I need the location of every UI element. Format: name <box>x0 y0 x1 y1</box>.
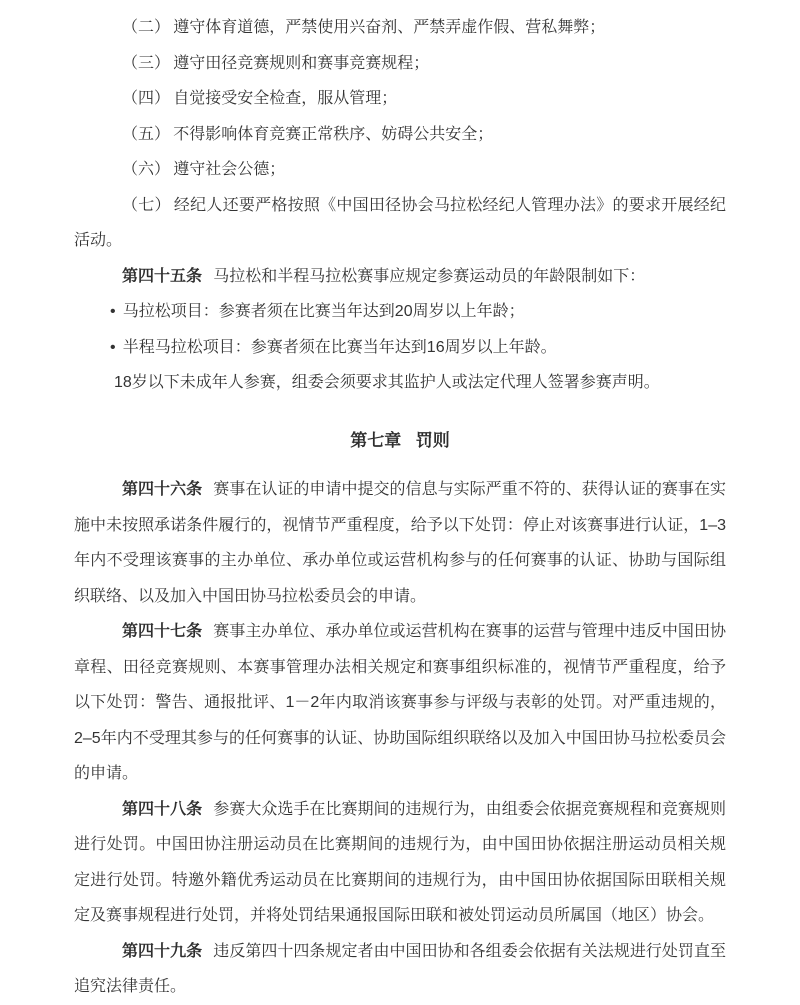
clause-marker: （六） <box>122 161 171 178</box>
article-48-text: 参赛大众选手在比赛期间的违规行为，由组委会依据竞赛规程和竞赛规则进行处罚。中国田协注册运动员在比赛期间的违规行为，由中国田协依据注册运动员相关规定进行处罚。特邀外籍优秀运动员在比赛期间的违规行为，由中国田协依据国际田联相关规定及赛事规程进行处罚，并将处罚结果通报国际田联和被处罚运动员所属国（地区）协会。 <box>74 800 726 924</box>
clause-marker: （四） <box>122 90 171 107</box>
article-46-label: 第四十六条 <box>122 481 203 498</box>
clause-marker: （五） <box>122 125 171 143</box>
bullet-item-marathon <box>74 294 726 330</box>
bullet-text: 半程马拉松项目：参赛者须在比赛当年达到16周岁以上年龄。 <box>122 338 557 356</box>
article-46-paragraph <box>74 472 726 614</box>
article-49-paragraph <box>74 934 726 1005</box>
bullet-item-half-marathon <box>74 330 726 366</box>
article-47-label: 第四十七条 <box>122 623 203 640</box>
article-49-label: 第四十九条 <box>122 942 203 960</box>
clause-text: 自觉接受安全检查，服从管理； <box>173 90 398 107</box>
clause-marker: （七） <box>122 196 171 214</box>
clause-item-2 <box>74 10 726 46</box>
clause-item-7 <box>74 188 726 259</box>
bullet-icon: • <box>110 303 116 320</box>
clause-marker: （三） <box>122 54 171 72</box>
article-48-label: 第四十八条 <box>122 800 203 818</box>
article-47-text: 赛事主办单位、承办单位或运营机构在赛事的运营与管理中违反中国田协章程、田径竞赛规则、本赛事管理办法相关规定和赛事组织标准的，视情节严重程度，给予以下处罚：警告、通报批评、1－2年内取消该赛事参与评级与表彰的处罚。对严重违规的，2–5年内不受理其参与的任何赛事的认证、协助国际组织联络以及加入中国田协马拉松委员会的申请。 <box>74 623 726 782</box>
clause-text: 经纪人还要严格按照《中国田径协会马拉松经纪人管理办法》的要求开展经纪活动。 <box>74 196 726 249</box>
clause-text: 遵守田径竞赛规则和赛事竞赛规程； <box>173 54 430 72</box>
clause-item-3 <box>74 46 726 82</box>
article-47-paragraph <box>74 614 726 792</box>
minor-participation-note <box>74 365 726 401</box>
chapter-heading <box>74 423 726 459</box>
article-49-text: 违反第四十四条规定者由中国田协和各组委会依据有关法规进行处罚直至追究法律责任。 <box>74 942 726 995</box>
clause-item-4 <box>74 81 726 117</box>
clause-text: 不得影响体育竞赛正常秩序、妨碍公共安全； <box>173 125 494 143</box>
chapter-title: 罚则 <box>415 430 450 450</box>
article-46-text: 赛事在认证的申请中提交的信息与实际严重不符的、获得认证的赛事在实施中未按照承诺条件履行的，视情节严重程度，给予以下处罚：停止对该赛事进行认证，1–3年内不受理该赛事的主办单位、承办单位或运营机构参与的任何赛事的认证、协助与国际组织联络、以及加入中国田协马拉松委员会的申请。 <box>74 481 726 605</box>
note-text: 18岁以下未成年人参赛，组委会须要求其监护人或法定代理人签署参赛声明。 <box>114 374 660 391</box>
chapter-number: 第七章 <box>350 430 402 450</box>
bullet-icon: • <box>110 338 116 356</box>
article-45-label: 第四十五条 <box>122 267 203 285</box>
clause-item-5 <box>74 117 726 153</box>
clause-item-6 <box>74 152 726 188</box>
article-45-paragraph <box>74 259 726 295</box>
clause-marker: （二） <box>122 19 171 36</box>
clause-text: 遵守社会公德； <box>173 161 286 178</box>
clause-text: 遵守体育道德，严禁使用兴奋剂、严禁弄虚作假、营私舞弊； <box>173 19 606 36</box>
bullet-text: 马拉松项目：参赛者须在比赛当年达到20周岁以上年龄； <box>122 303 525 320</box>
article-48-paragraph <box>74 792 726 934</box>
article-45-text: 马拉松和半程马拉松赛事应规定参赛运动员的年龄限制如下： <box>213 267 646 285</box>
